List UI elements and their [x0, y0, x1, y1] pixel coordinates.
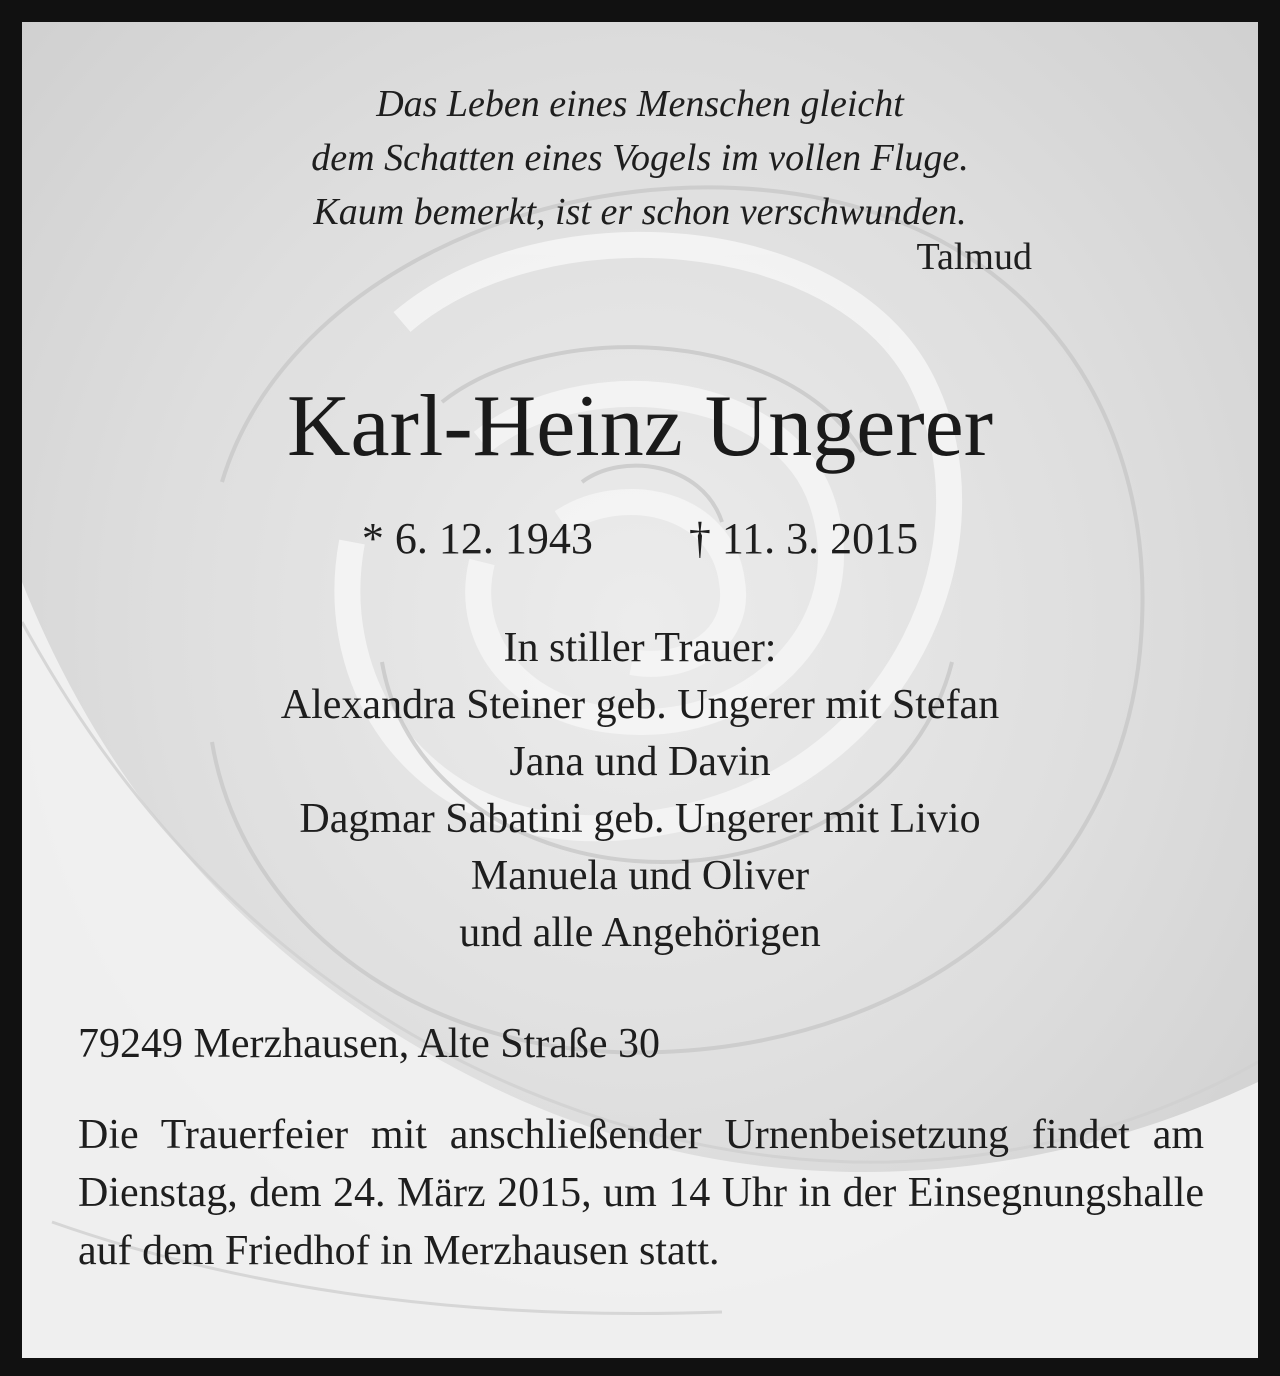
mourner-line: und alle Angehörigen — [459, 910, 821, 956]
notice-content — [22, 22, 1258, 1358]
quote-line: dem Schatten eines Vogels im vollen Fluge. — [311, 137, 969, 179]
quote-line: Das Leben eines Menschen gleicht — [376, 83, 904, 125]
life-dates — [22, 512, 1258, 566]
mourner-line: Alexandra Steiner geb. Ungerer mit Stefan — [280, 682, 1000, 728]
deceased-name: Karl-Heinz Ungerer — [286, 378, 994, 475]
mourners-list — [22, 620, 1258, 962]
quote — [22, 77, 1258, 239]
quote-author: Talmud — [916, 236, 1032, 278]
death-date: † 11. 3. 2015 — [688, 514, 919, 563]
quote-line: Kaum bemerkt, ist er schon verschwunden. — [313, 191, 967, 233]
birth-date: * 6. 12. 1943 — [361, 514, 593, 563]
mourners-heading: In stiller Trauer: — [503, 625, 777, 671]
mourner-line: Manuela und Oliver — [470, 853, 810, 899]
mourner-line: Dagmar Sabatini geb. Ungerer mit Livio — [299, 796, 981, 842]
address: 79249 Merzhausen, Alte Straße 30 — [78, 1021, 661, 1067]
mourner-line: Jana und Davin — [509, 739, 771, 785]
ceremony-info: Die Trauerfeier mit anschließender Urnenbeisetzung findet am Dienstag, dem 24. März 2015, um 14 Uhr in der Einsegnungshalle auf dem Friedhof in Merzhausen statt. — [78, 1112, 1204, 1274]
